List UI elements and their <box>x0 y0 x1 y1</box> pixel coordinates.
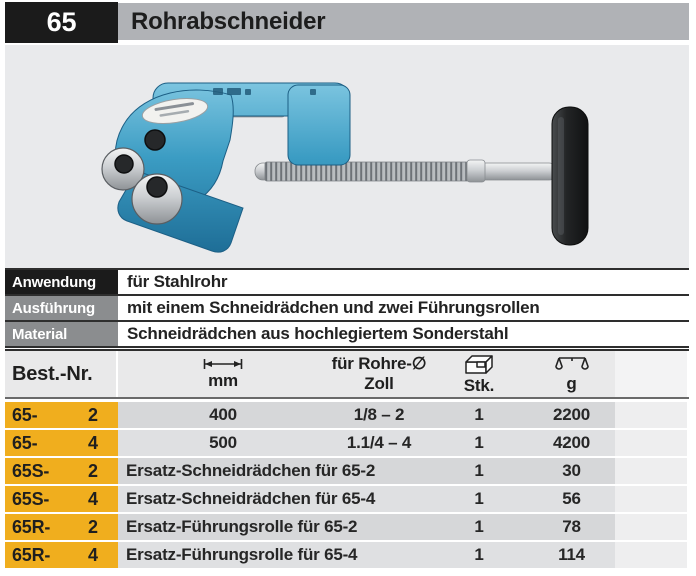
qty-cell: 1 <box>430 514 528 540</box>
qty-cell: 1 <box>430 430 528 456</box>
row-filler <box>615 458 687 484</box>
article-group-number: 65 <box>5 2 118 43</box>
t-handle <box>552 107 588 245</box>
bestnr-base: 65- <box>12 404 38 425</box>
table-row <box>5 542 689 568</box>
col-bestnr-label: Best.-Nr. <box>12 363 93 385</box>
weight-cell: 2200 <box>528 402 615 428</box>
row-filler <box>615 402 687 428</box>
col-length-label: mm <box>208 371 238 390</box>
description-cell: Ersatz-Schneidrädchen für 65-2 <box>118 458 430 484</box>
product-photo <box>5 45 689 268</box>
info-value: mit einem Schneidrädchen und zwei Führungsrollen <box>118 296 689 320</box>
weight-cell: 30 <box>528 458 615 484</box>
qty-cell: 1 <box>430 542 528 568</box>
bestnr-cell <box>5 542 118 568</box>
table-row <box>5 458 689 484</box>
table-body <box>5 402 689 568</box>
scales-icon <box>555 355 589 373</box>
table-row <box>5 486 689 512</box>
row-filler <box>615 486 687 512</box>
dimension-arrow-icon <box>203 358 243 370</box>
col-weight-label: g <box>566 374 577 393</box>
diameter-cell: 1/8 – 2 <box>328 402 430 428</box>
bestnr-base: 65- <box>12 432 38 453</box>
row-filler <box>615 430 687 456</box>
description-cell: Ersatz-Führungsrolle für 65-2 <box>118 514 430 540</box>
info-row-anwendung <box>5 270 689 296</box>
length-cell: 500 <box>118 430 328 456</box>
info-label: Anwendung <box>5 270 118 294</box>
table-row <box>5 514 689 540</box>
row-filler <box>615 514 687 540</box>
bestnr-num: 2 <box>88 516 98 537</box>
qty-cell: 1 <box>430 458 528 484</box>
info-label: Material <box>5 322 118 346</box>
bestnr-base: 65R- <box>12 544 51 565</box>
bestnr-cell <box>5 458 118 484</box>
col-diameter-header <box>328 351 430 397</box>
bestnr-cell <box>5 514 118 540</box>
page-title: Rohrabschneider <box>118 3 689 40</box>
col-bestnr-header <box>5 351 118 397</box>
bestnr-base: 65R- <box>12 516 51 537</box>
weight-cell: 114 <box>528 542 615 568</box>
table-row <box>5 430 689 456</box>
bestnr-num: 2 <box>88 404 98 425</box>
length-cell: 400 <box>118 402 328 428</box>
carton-icon <box>464 354 494 375</box>
bestnr-base: 65S- <box>12 460 50 481</box>
pin-2 <box>115 155 133 173</box>
info-section <box>5 268 689 348</box>
header-filler <box>615 351 687 397</box>
rod-collar <box>467 160 485 182</box>
bestnr-num: 4 <box>88 488 98 509</box>
description-cell: Ersatz-Führungsrolle für 65-4 <box>118 542 430 568</box>
qty-cell: 1 <box>430 402 528 428</box>
col-qty-label: Stk. <box>463 375 495 395</box>
row-filler <box>615 542 687 568</box>
bestnr-num: 4 <box>88 432 98 453</box>
description-cell: Ersatz-Schneidrädchen für 65-4 <box>118 486 430 512</box>
bestnr-cell <box>5 402 118 428</box>
info-value: für Stahlrohr <box>118 270 689 294</box>
pin-3 <box>147 177 167 197</box>
frame-column <box>288 85 350 165</box>
info-label: Ausführung <box>5 296 118 320</box>
weight-cell: 78 <box>528 514 615 540</box>
col-length-header <box>118 351 328 397</box>
col-qty-header <box>430 351 528 397</box>
page-header <box>5 2 689 43</box>
bestnr-num: 2 <box>88 460 98 481</box>
content-area <box>5 0 689 576</box>
col-diameter-label-line1: für Rohre-∅ <box>331 354 427 373</box>
info-row-material <box>5 322 689 348</box>
weight-cell: 4200 <box>528 430 615 456</box>
info-value: Schneidrädchen aus hochlegiertem Sonderstahl <box>118 322 689 346</box>
pipe-cutter-illustration <box>5 45 689 268</box>
table-header <box>5 349 689 399</box>
col-weight-header <box>528 351 615 397</box>
diameter-cell: 1.1/4 – 4 <box>328 430 430 456</box>
table-row <box>5 402 689 428</box>
weight-cell: 56 <box>528 486 615 512</box>
handle-highlight <box>558 117 564 235</box>
bestnr-cell <box>5 430 118 456</box>
pin-1 <box>145 130 165 150</box>
bestnr-base: 65S- <box>12 488 50 509</box>
bestnr-cell <box>5 486 118 512</box>
qty-cell: 1 <box>430 486 528 512</box>
info-row-ausfuehrung <box>5 296 689 322</box>
bestnr-num: 4 <box>88 544 98 565</box>
col-diameter-label-line2: Zoll <box>364 374 394 393</box>
